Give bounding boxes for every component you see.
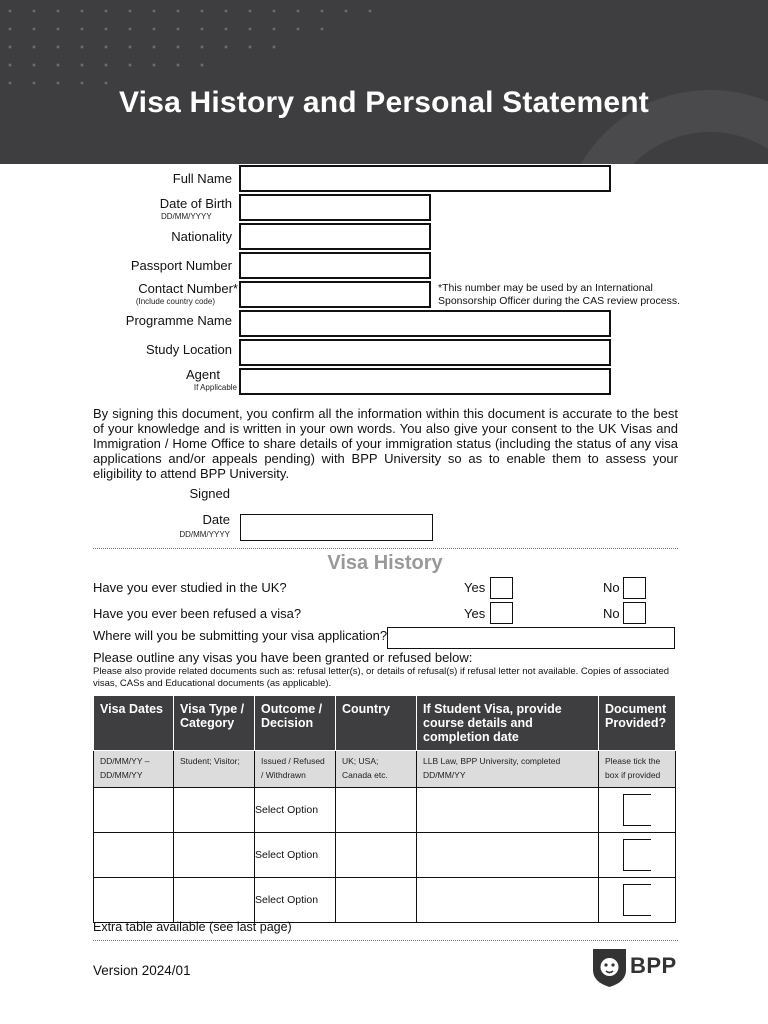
full-name-field[interactable] <box>239 165 611 192</box>
visa-type-cell[interactable] <box>174 833 255 878</box>
country-cell[interactable] <box>336 833 417 878</box>
full-name-label: Full Name <box>172 171 232 186</box>
dob-field[interactable] <box>239 194 431 221</box>
example-document-provided: Please tick the box if provided <box>599 751 676 788</box>
studied-uk-no-checkbox[interactable] <box>623 577 646 599</box>
visa-dates-cell[interactable] <box>94 788 174 833</box>
dob-format-hint: DD/MM/YYYY <box>161 212 212 221</box>
table-row <box>94 788 676 833</box>
agent-field[interactable] <box>239 368 611 395</box>
agent-hint: If Applicable <box>193 383 237 392</box>
question-submission-location: Where will you be submitting your visa application? <box>93 628 388 643</box>
col-country: Country <box>336 696 417 751</box>
contact-label: Contact Number* <box>138 281 238 296</box>
country-cell[interactable] <box>336 878 417 923</box>
table-row <box>94 833 676 878</box>
dob-label: Date of Birth <box>159 196 232 211</box>
course-details-cell[interactable] <box>417 833 599 878</box>
studied-uk-yes-checkbox[interactable] <box>490 577 513 599</box>
outcome-select[interactable]: Select Option <box>255 878 336 923</box>
outcome-select[interactable]: Select Option <box>255 788 336 833</box>
studied-uk-no-label: No <box>603 580 620 595</box>
outline-instruction: Please outline any visas you have been granted or refused below: <box>93 650 473 665</box>
footer-divider <box>93 940 678 941</box>
example-visa-type: Student; Visitor; <box>174 751 255 788</box>
page-title: Visa History and Personal Statement <box>119 86 649 119</box>
page-header <box>0 0 768 164</box>
study-location-label: Study Location <box>145 342 232 357</box>
table-header-row <box>94 696 676 751</box>
document-tick-box[interactable] <box>623 884 651 916</box>
contact-field[interactable] <box>239 281 431 308</box>
document-tick-box[interactable] <box>623 794 651 826</box>
outline-note: Please also provide related documents such as: refusal letter(s), or details of refusal(s) if refusal letter not available. Copies of associated visas, CASs and Educational documents (as applicable). <box>93 666 670 689</box>
course-details-cell[interactable] <box>417 788 599 833</box>
visa-history-title: Visa History <box>327 552 443 574</box>
refused-visa-yes-label: Yes <box>464 606 486 621</box>
table-row <box>94 878 676 923</box>
example-country: UK; USA; Canada etc. <box>336 751 417 788</box>
document-provided-cell <box>599 788 676 833</box>
signed-label: Signed <box>189 486 230 501</box>
outcome-select[interactable]: Select Option <box>255 833 336 878</box>
bpp-logo-text: BPP <box>630 953 677 978</box>
submission-location-field[interactable] <box>387 627 675 649</box>
contact-note-line-2: Sponsorship Officer during the CAS review process. <box>438 295 681 307</box>
refused-visa-no-checkbox[interactable] <box>623 602 646 624</box>
col-document-provided: Document Provided? <box>599 696 676 751</box>
visa-dates-cell[interactable] <box>94 878 174 923</box>
table-example-row <box>94 751 676 788</box>
date-label: Date <box>202 512 230 527</box>
nationality-label: Nationality <box>171 229 232 244</box>
consent-statement: By signing this document, you confirm all the information within this document is accurate to the best of your knowledge and is written in your own words. You also give your consent to the UK Visas and Immigration / Home Office to share details of your immigration status (including the status of any visa applications and/or appeals pending) with BPP University so as to enable them to assess your eligibility to attend BPP University. <box>93 406 678 481</box>
visa-history-table <box>93 695 676 923</box>
example-visa-dates: DD/MM/YY – DD/MM/YY <box>94 751 174 788</box>
course-details-cell[interactable] <box>417 878 599 923</box>
date-format-hint: DD/MM/YYYY <box>179 530 230 539</box>
example-course-details: LLB Law, BPP University, completed DD/MM/YY <box>417 751 599 788</box>
col-course-details: If Student Visa, provide course details and completion date <box>417 696 599 751</box>
extra-table-note: Extra table available (see last page) <box>93 920 292 934</box>
dot-pattern <box>0 0 400 90</box>
contact-note-line-1: *This number may be used by an International <box>438 282 653 294</box>
signature-date-field[interactable] <box>240 514 433 541</box>
col-visa-dates: Visa Dates <box>94 696 174 751</box>
visa-type-cell[interactable] <box>174 878 255 923</box>
nationality-field[interactable] <box>239 223 431 250</box>
version-label: Version 2024/01 <box>93 963 191 978</box>
country-cell[interactable] <box>336 788 417 833</box>
programme-field[interactable] <box>239 310 611 337</box>
example-outcome: Issued / Refused / Withdrawn <box>255 751 336 788</box>
visa-type-cell[interactable] <box>174 788 255 833</box>
col-visa-type: Visa Type / Category <box>174 696 255 751</box>
question-studied-uk: Have you ever studied in the UK? <box>93 580 287 595</box>
passport-field[interactable] <box>239 252 431 279</box>
document-provided-cell <box>599 833 676 878</box>
studied-uk-yes-label: Yes <box>464 580 486 595</box>
visa-dates-cell[interactable] <box>94 833 174 878</box>
refused-visa-no-label: No <box>603 606 620 621</box>
col-outcome: Outcome / Decision <box>255 696 336 751</box>
contact-hint: (Include country code) <box>135 297 215 306</box>
section-divider <box>93 548 678 549</box>
question-refused-visa: Have you ever been refused a visa? <box>93 606 302 621</box>
refused-visa-yes-checkbox[interactable] <box>490 602 513 624</box>
agent-label: Agent <box>186 367 220 382</box>
document-tick-box[interactable] <box>623 839 651 871</box>
study-location-field[interactable] <box>239 339 611 366</box>
document-provided-cell <box>599 878 676 923</box>
passport-label: Passport Number <box>130 258 232 273</box>
programme-label: Programme Name <box>125 313 232 328</box>
